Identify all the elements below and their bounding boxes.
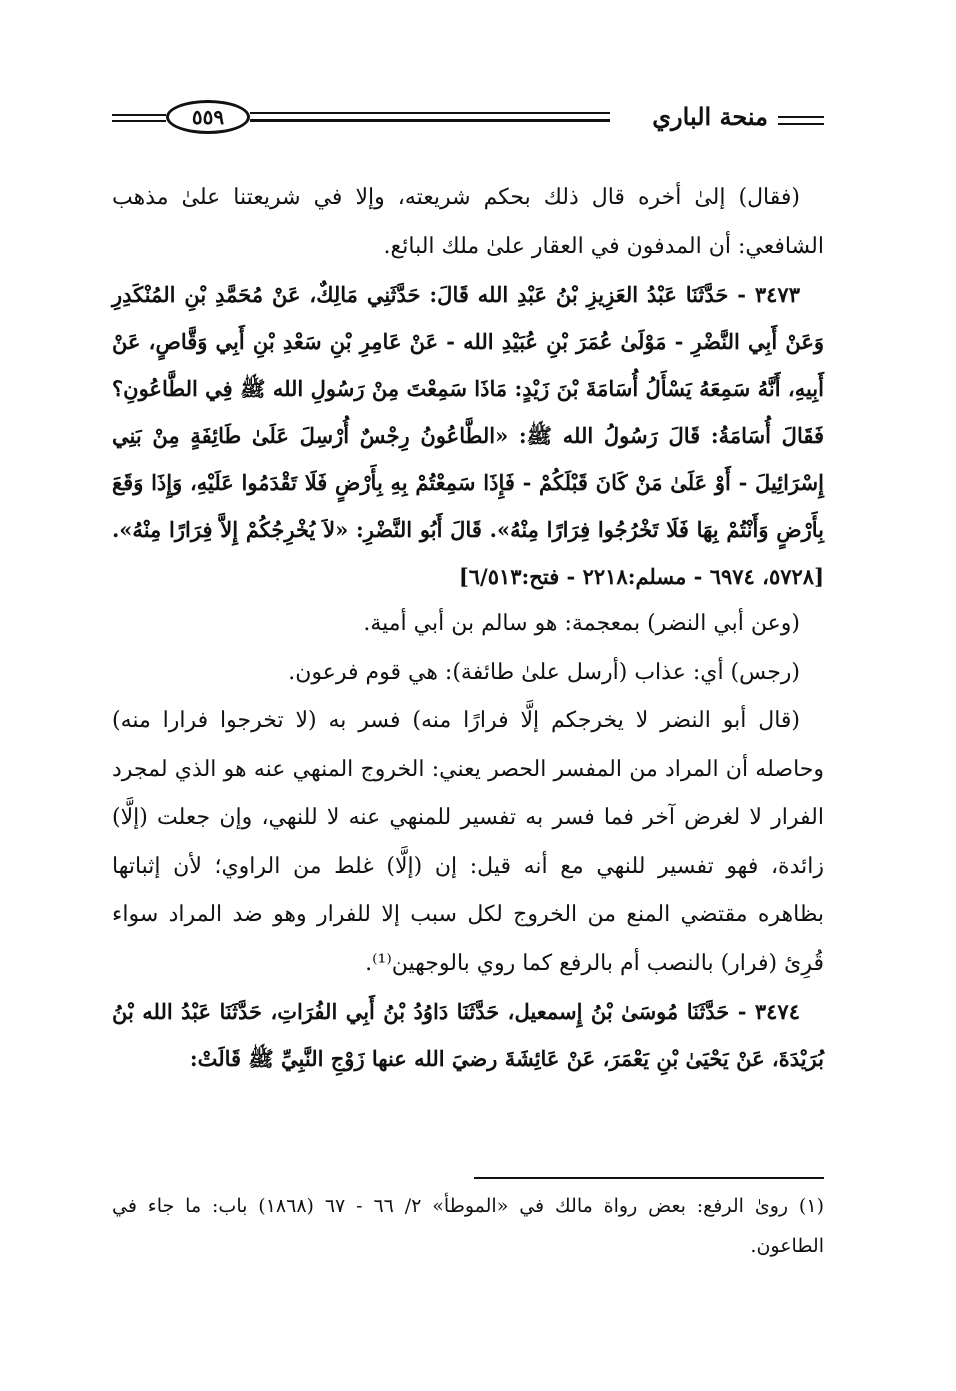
header-rule-left-bottom [112, 120, 166, 122]
paragraph-3: (رجس) أي: عذاب (أرسل علىٰ طائفة): هي قوم فرعون. [288, 659, 800, 685]
header-rule-right-top [778, 116, 824, 118]
paragraph-2: (وعن أبي النضر) بمعجمة: هو سالم بن أبي أمية. [363, 611, 800, 636]
page-number-badge [166, 100, 250, 134]
main-text [112, 174, 824, 1082]
header-rule-right-bottom [778, 123, 824, 125]
hadith-3473: ٣٤٧٣ - حَدَّثَنَا عَبْدُ العَزِيزِ بْنُ عَبْدِ الله قَالَ: حَدَّثَنِي مَالِكٌ، عَنْ مُحَمَّدِ بْنِ المُنْكَدِرِ وَعَنْ أَبِي النَّضْرِ - مَوْلَىٰ عُمَرَ بْنِ عُبَيْدِ الله - عَنْ عَامِرِ بْنِ سَعْدِ بْنِ أَبِي وَقَّاصٍ، عَنْ أَبِيهِ، أَنَّهُ سَمِعَهُ يَسْأَلُ أُسَامَةَ بْنَ زَيْدٍ: مَاذَا سَمِعْتَ مِنْ رَسُولِ الله ﷺ فِي الطَّاعُونِ؟ فَقَالَ أُسَامَةُ: قَالَ رَسُولُ الله ﷺ: «الطَّاعُونُ رِجْسٌ أُرْسِلَ عَلَىٰ طَائِفَةٍ مِنْ بَنِي إِسْرَائِيلَ - أَوْ عَلَىٰ مَنْ كَانَ قَبْلَكُمْ - فَإِذَا سَمِعْتُمْ بِهِ بِأَرْضٍ فَلَا تَقْدَمُوا عَلَيْهِ، وَإِذَا وَقَعَ بِأَرْضٍ وَأَنْتُمْ بِهَا فَلَا تَخْرُجُوا فِرَارًا مِنْهُ». قَالَ أَبُو النَّضْرِ: «لاَ يُخْرِجُكُمْ إِلاَّ فِرَارًا مِنْهُ». [٥٧٢٨، ٦٩٧٤ - مسلم:٢٢١٨ - فتح:٦/٥١٣] [112, 282, 824, 589]
footnote-1: (١) روىٰ الرفع: بعض رواة مالك في «الموطأ» ٢/ ٦٦ - ٦٧ (١٨٦٨) باب: ما جاء في الطاعون. [112, 1195, 824, 1257]
footnote-divider [474, 1177, 824, 1179]
running-title: منحة الباري [652, 102, 768, 131]
header-rule-left-top [112, 114, 166, 116]
paragraph-4: (قال أبو النضر لا يخرجكم إلَّا فرارًا منه) فسر به (لا تخرجوا فرارا منه) وحاصله أن المراد من المفسر الحصر يعني: الخروج المنهي عنه هو الذي لمجرد الفرار لا لغرض آخر فما فسر به تفسير للمنهي عنه لا للنهي، وإن جعلت (إلَّا) زائدة، فهو تفسير للنهي مع أنه قيل: إن (إلَّا) غلط من الراوي؛ لأن إثباتها بظاهره مقتضي المنع من الخروج لكل سبب إلا للفرار وهو ضد المراد سواء قُرِئ (فرار) بالنصب أم بالرفع كما روي بالوجهين⁽¹⁾. [112, 708, 824, 976]
header-rule-middle-bottom [250, 119, 610, 122]
page-header [112, 92, 824, 148]
paragraph-1: (فقال) إلىٰ أخره قال ذلك بحكم شريعته، وإلا في شريعتنا علىٰ مذهب الشافعي: أن المدفون في العقار علىٰ ملك البائع. [112, 185, 824, 259]
page-number: ٥٥٩ [191, 105, 225, 129]
hadith-3474: ٣٤٧٤ - حَدَّثَنَا مُوسَىٰ بْنُ إِسمعيل، حَدَّثَنَا دَاوُدُ بْنُ أَبِي الفُرَاتِ، حَدَّثَنَا عَبْدُ الله بْنُ بُرَيْدَةَ، عَنْ يَحْيَىٰ بْنِ يَعْمَرَ، عَنْ عَائِشَةَ رضيَ الله عنها زَوْجِ النَّبِيِّ ﷺ قَالَتْ: [112, 999, 824, 1071]
book-page [112, 92, 824, 1302]
header-rule-middle-top [250, 112, 610, 114]
